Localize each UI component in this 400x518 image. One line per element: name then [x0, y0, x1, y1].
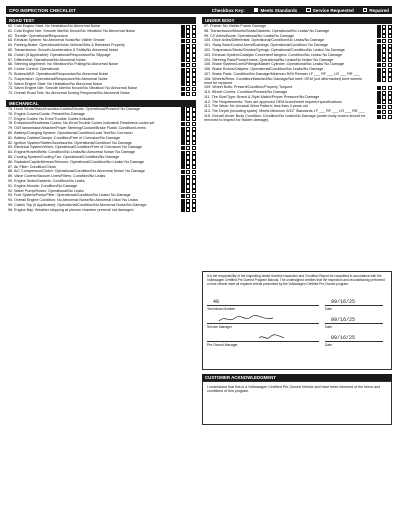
legend-meets-standards: Meets Standards [254, 8, 297, 13]
service-requested-checkbox[interactable] [382, 115, 386, 119]
checklist-item-text: 106. Brake Rotors/Calipers: Operational/Condition/No Leaks/No Damage [204, 67, 324, 72]
checklist-item-text: 60. Cold Engine Start: No Hesitation/No Abnormal Noise [8, 24, 101, 28]
service-manager-row [207, 317, 387, 329]
date-value-2: 09/16/25 [331, 317, 356, 323]
legend-repaired: Repaired [363, 8, 389, 13]
service-manager-label: Service Manager [207, 325, 232, 329]
checkbox-group [377, 115, 392, 119]
checklist-item [6, 208, 196, 213]
checklist-item-text: 68. Steering Alignment: No Vibration/No Pulling/No Abnormal Noise [8, 62, 119, 67]
checklist-item-text: 61. Cold Engine Idle: Smooth Idle/No Knock/No Vibration/ No Abnormal Noise [8, 28, 136, 33]
checklist-item-text: 108. Wheels/Rims: Condition/Matched/No Damage/Not bent; OEM (not aftermarket) bent wheels must be replaced [204, 76, 362, 86]
checklist-item-text: 89. Valve Covers/Vacuum Lines/Filters: Condition/No Leaks [8, 174, 106, 179]
certification-text: It is the responsibility of the inspecting dealer that this Inspection and Condition Report be completed in accordance with the Volkswagen Certified Pre-Owned Program Manual. The undersigned certifies that the inspection and reconditioning performed on this vehicle meet all required criteria prescribed by the Volkswagen Certified Pre-Owned program. [207, 274, 385, 286]
section-heading-acknowledgement: CUSTOMER ACKNOWLEDGMENT [202, 374, 392, 381]
preowned-manager-label: Pre-Owned Manager [207, 343, 238, 347]
mechanical-list [6, 107, 196, 213]
repaired-checkbox[interactable] [192, 208, 196, 212]
service-manager-line [207, 323, 319, 324]
checklist-item-text: 73. Warm Engine Idle: Smooth Idle/No Knock/No Vibration/ No Abnormal Noise [8, 86, 138, 91]
meets-standards-checkbox[interactable] [181, 208, 185, 212]
checklist-item-text: 86. Radiator/Cap/Antifreeze/Sensors: Operational/Condition/No Leaks/ No Damage [8, 159, 145, 164]
checkbox-key-label: Checkbox Key: [211, 7, 245, 13]
checklist-item-text: 102. Suspension/Struts/Shocks/Springs: Operational/Condition/No Leaks/ No Damage [204, 47, 345, 52]
service-requested-checkbox[interactable] [186, 92, 190, 96]
date-line-2 [325, 323, 383, 324]
technician-line [207, 305, 319, 306]
acknowledgement-text: I understand that this is a Volkswagen Certified Pre-Owned Vehicle and have been informed of the terms and conditions of this program. [207, 385, 381, 394]
right-column [202, 17, 392, 123]
repaired-checkbox[interactable] [388, 77, 392, 81]
meets-standards-checkbox[interactable] [181, 92, 185, 96]
checklist-item-text: 76. Engine Covers/Cowls: Present/No Damage [8, 111, 85, 116]
checkbox-group [181, 92, 196, 96]
repaired-checkbox[interactable] [192, 92, 196, 96]
checklist-item-text: 104. Steering Rack/Pump/Hoses: Operational/No Leaks/No Noise/ No Damage [204, 57, 334, 62]
section-heading-under-body: UNDER BODY [202, 17, 392, 24]
checklist-item-text: 90. Engine Seals/Gaskets: Condition/No Leaks [8, 178, 85, 183]
checklist-item-text: 75. Hood Struts/Stand/Insulator/Labels/Decals: Operational/Present/ No Damage [8, 106, 141, 111]
checklist-item-text: 71. Suspension: Operational/Responsive/No Abnormal Noise [8, 76, 108, 81]
date-value-1: 09/16/25 [331, 299, 356, 305]
checklist-item-text: 79. Oil/Transmission/Washer/Power Steering/Coolant/Brake Fluids: Condition/Levels [8, 126, 146, 131]
checklist-item-text: 82. Ignition System/Starter/Accessories: Operational/Condition/ No Damage [8, 140, 132, 145]
date-value-3: 09/16/25 [331, 335, 356, 341]
checklist-item [202, 114, 392, 123]
checklist-item-text: 78. Emissions/Readiness Codes: No Error/Trouble Codes Indicated/ Readiness codes set [8, 121, 155, 126]
preowned-manager-line [207, 341, 319, 342]
service-requested-checkbox[interactable] [186, 208, 190, 212]
checklist-item-text: 84. Engine/Hoses/Belts: Condition/No Leaks/No Abnormal Noise/ No Damage [8, 150, 136, 155]
checklist-item-text: 85. Cooling System/Cooling Fan: Operational/Condition/No Damage [8, 154, 120, 159]
checklist-item-text: 93. Fuel System/Pump/Filter: Operational/Condition/No Leaks/ No Damage [8, 193, 131, 198]
date-label-1: Date [325, 307, 332, 311]
checkbox-group [181, 208, 196, 212]
checklist-item-text: 107. Brake Pads: Condition/No Damage/Minimum 50% Remain LF ___ RF ___ LR ___ RR ___ [204, 71, 360, 76]
meets-standards-checkbox[interactable] [377, 115, 381, 119]
filled-box-icon [254, 8, 259, 13]
checklist-item-text: 111. Tire Size/Type: Brand & Style Match/Proper Pressure/No Damage [204, 94, 320, 99]
road-test-list [6, 24, 196, 96]
date-line-3 [325, 341, 383, 342]
checklist-item-text: 67. Differential: Operational/No Abnormal Noise [8, 57, 86, 62]
checklist-item-text: 114. Tire Depth (including spare): Meets Minimum 5/32" Standards LF ___ RF ___ LR ___ RR ___ [204, 109, 365, 114]
legend-service-requested: Service Requested [306, 8, 354, 13]
checklist-item-text: 70. Brakes/ABS: Operational/Responsive/No Abnormal Noise [8, 71, 109, 76]
checklist-item [6, 91, 196, 96]
date-label-3: Date [325, 343, 332, 347]
page-title: CPO INSPECTION CHECKLIST [9, 7, 76, 13]
checklist-item-text: 81. Battery Cables/Clamps: Condition/Free of Corrosion/No Damage [8, 135, 120, 140]
section-heading-road-test: ROAD TEST [6, 17, 196, 24]
section-heading-mechanical: MECHANICAL [6, 100, 196, 107]
checklist-item-text: 96. Engine Bay: Weather stripping at plenum chamber present/ not damaged [8, 207, 134, 212]
checklist-item-text: 74. Overall Road Test: No Abnormal Driving Response/No Abnormal Noise [8, 91, 130, 96]
open-box-icon [306, 8, 311, 13]
left-column [6, 17, 196, 212]
checkbox-group [377, 77, 392, 81]
checklist-item-text: 105. Brake System/Lines/Fittings/Master Cylinder: Operational/No Leaks/ No Damage [204, 62, 345, 67]
checklist-item-text: 98. Transmission/Mounts/Seals/Gaskets: Operational/No Leaks/ No Damage [204, 28, 330, 33]
checklist-item [202, 77, 392, 86]
checklist-item-text: 91. Engine Mounts: Condition/No Damage [8, 183, 78, 188]
checklist-item-text: 101. Sway Bars/Control Arms/Bushings: Operational/Condition/ No Damage [204, 43, 328, 48]
under-body-list [202, 24, 392, 123]
checklist-item-text: 110. Wheel Covers: Condition/Present/No Damage [204, 90, 288, 95]
checklist-item-text: 65. Transmission: Smooth Acceleration & Shifts/No Abnormal Noise [8, 47, 119, 52]
checklist-item-text: 83. Electrical System/Wires: Operational/Condition/Free of Corrosion/ No Damage [8, 145, 143, 150]
checklist-item-text: 80. Battery/Charging System: Operational/Condition/Load Test/No Corrosion [8, 130, 133, 135]
preowned-manager-row [207, 335, 387, 347]
service-requested-checkbox[interactable] [382, 77, 386, 81]
date-label-2: Date [325, 325, 332, 329]
checklist-item-text: 92. Water Pump/Hoses: Operational/No Leaks [8, 188, 84, 193]
date-line-1 [325, 305, 383, 306]
open-box-icon [363, 8, 368, 13]
checklist-item-text: 87. Air Filter: Condition/Clean [8, 164, 56, 169]
checklist-item-text: 100. Drive Axles/Differential: Operational/Condition/No Leaks/No Damage [204, 38, 325, 43]
checklist-item-text: 64. Parking Brake: Operational/Holds Vehicle/Sets & Releases Properly [8, 43, 125, 48]
title-bar [6, 6, 392, 14]
checklist-item-text: 103. Exhaust System/Catalytic Converter/Hangers: Condition/No Leaks/ No Damage [204, 52, 343, 57]
checklist-item-text: 72. Warm Engine Start: No Hesitation/No Abnormal Noise [8, 81, 103, 86]
checklist-item-text: 112. Tire Requirements: Tires are approved OEM brand/meet required specifications [204, 99, 342, 104]
acknowledgement-box [202, 381, 392, 425]
checklist-item-text: 88. A/C Compressor/Clutch: Operational/Condition/No Abnormal Noise/ No Damage [8, 169, 145, 174]
checklist-item-text: 109. Wheel Bolts: Present/Condition/Properly Torqued [204, 85, 293, 90]
checklist-item-text: 62. Throttle: Operational/Responsive [8, 33, 68, 38]
technician-number-label: Technician Number [207, 307, 236, 311]
certification-box [202, 271, 392, 370]
checklist-item-text: 77. Engine Codes: No Error/Trouble Codes Indicated [8, 116, 95, 121]
technician-number-value: 48 [213, 299, 220, 305]
checklist-item-text: 115. Overall Under Body Condition: Condition/No Leaks/No Damage (under-body covers should be removed to inspect for hidden damage). [204, 114, 366, 123]
checklist-item-text: 94. Overall Engine Condition: No Abnormal Noise/No Abnormal Odor/ No Leaks [8, 198, 138, 203]
checklist-item-text: 69. Cruise Control: Operational [8, 67, 59, 72]
checklist-item-text: 113. Tire Wear: No Unusual Wear Pattern; less than 4 years old [204, 104, 308, 109]
checklist-item-text: 63. Exhaust System: No Abnormal Noise/No Visible Smoke [8, 38, 105, 43]
checklist-item-text: 97. Frame: No Visible Frame Damage [204, 24, 267, 28]
meets-standards-checkbox[interactable] [377, 77, 381, 81]
checklist-item-text: 99. CV Axles/Boots: Operational/No Leaks/No Damage [204, 33, 294, 38]
checklist-item-text: 95. Cabrio Top (If Applicable): Operational/Condition/No Abnormal Noise/No Damage [8, 202, 147, 207]
checklist-item-text: 66. Clutch (If Applicable): Operational/Responsive/No Slippage [8, 52, 111, 57]
technician-row [207, 299, 387, 311]
repaired-checkbox[interactable] [388, 115, 392, 119]
